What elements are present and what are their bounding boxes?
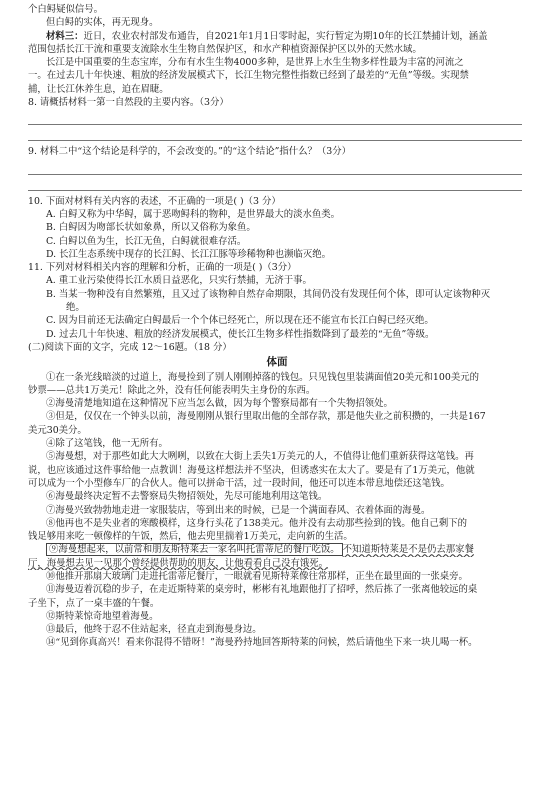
question-10-option-c: C. 白鲟以鱼为生，长江无鱼，白鲟就很难存活。 [46,235,247,247]
material3-label: 材料三： [46,30,84,42]
question-9: 9. 材料二中“这个结论是科学的，不会改变的。”的“这个结论”指什么？（3分） [28,146,351,158]
paragraph-9-wavy-cont: 厅，海曼想去见一见那个曾经提供帮助的朋友，让他看看自己没有饿死。 [28,557,329,569]
paragraph-5-cont: 可以成为一个小型修车厂的合伙人。他可以拼命干活，过一段时间，他还可以连本带息地偿还这笔钱。 [28,477,450,489]
paragraph-14: ⑭“见到你真高兴！看来你混得不错呀！”海曼矜持地回答斯特莱的问候，然后请他坐下来一块儿喝一杯。 [46,637,478,649]
material3-line: 捕，让长江休养生息，迫在眉睫。 [28,83,169,95]
paragraph-12: ⑫斯特莱惊奇地望着海曼。 [46,610,159,622]
paragraph-3-cont: 美元30美分。 [28,424,87,436]
answer-line[interactable] [28,125,522,141]
paragraph-13: ⑬最后，他终于忍不住站起来，径直走到海曼身边。 [46,624,262,636]
material3-line [28,30,526,43]
material3-text: 近日，农业农村部发布通告，自2021年1月1日零时起，实行暂定为期10年的长江禁捕计划，涵盖 [83,30,488,42]
paragraph-8: ⑧他再也不是失业者的寒酸模样，这身行头花了138美元。他并没有去动那些捡到的钱。他自己剩下的 [46,517,468,529]
paragraph-11-cont: 子坐下，点了一桌丰盛的午餐。 [28,597,160,609]
question-11-option-a: A. 重工业污染使得长江水质日益恶化，只实行禁捕，无济于事。 [46,275,312,287]
answer-line[interactable] [28,175,522,191]
paragraph-5: ⑤海曼想，对于那些如此大大咧咧，以致在大街上丢失1万美元的人，不值得让他们重新获得这笔钱。再 [46,451,474,463]
paragraph-2: ②海曼清楚地知道在这种情况下应当怎么做，因为每个警察局都有一个失物招领处。 [46,398,393,410]
story-title: 体面 [266,356,288,369]
paragraph-10: ⑩他推开那扇大玻璃门走进托雷蒂尼餐厅，一眼就看见斯特莱像往常那样，正坐在最里面的一张桌旁。 [46,570,468,582]
paragraph-1-cont: 钞票——总共1万美元！除此之外，没有任何能表明失主身份的东西。 [28,384,316,396]
intro-line: 个白鲟疑似信号。 [28,4,104,15]
answer-line[interactable] [28,109,522,125]
paragraph-9-boxed: ⑨海曼想起来，以前常和朋友斯特莱去一家名叫托雷蒂尼的餐厅吃饭。 [46,543,343,556]
paragraph-6: ⑥海曼最终决定暂不去警察局失物招领处，先尽可能地利用这笔钱。 [46,491,328,503]
intro-line: 但白鲟的实体，再无现身。 [46,17,159,29]
paragraph-7: ⑦海曼兴致勃勃地走进一家服装店，等到出来的时候，已是一个满面春风、衣着体面的海曼。 [46,504,431,516]
question-11-option-b-cont: 绝。 [66,302,85,314]
paragraph-5-cont: 说，也应该通过这件事给他一点教训！海曼这样想法并不坚决，但诱惑实在太大了。要是有了1万美元，他就 [28,464,475,476]
material3-line: 范围包括长江干流和重要支流除水生生物自然保护区，和水产种植资源保护区以外的天然水域。 [28,43,422,55]
question-11-option-d: D. 过去几十年快速、粗放的经济发展模式，使长江生物多样性指数降到了最差的“无鱼”等级。 [46,328,435,340]
material3-line: 一。在过去几十年快速、粗放的经济发展模式下，长江生物完整性指数已经到了最差的“无鱼”等级。实现禁 [28,70,469,82]
question-11-stem: 11. 下列对材料相关内容的理解和分析，正确的一项是( )（3分） [28,262,297,274]
question-10-option-b: B. 白鲟因为吻部长状如象鼻，所以又俗称为象鱼。 [46,222,256,234]
paragraph-3: ③但是，仅仅在一个钟头以前，海曼刚刚从银行里取出他的全部存款，那是他失业之前积攒的，一共是167 [46,411,486,423]
answer-line[interactable] [28,159,522,175]
paragraph-9-wavy: 不知道斯特莱是不是仍去那家餐 [342,544,474,556]
material3-line: 长江是中国重要的生态宝库，分布有水生生物4000多种，是世界上水生生物多样性最为丰富的河流之 [46,57,464,69]
question-8: 8. 请概括材料一第一自然段的主要内容。（3分） [28,97,229,109]
paragraph-1: ①在一条光线暗淡的过道上，海曼捡到了别人刚刚掉落的钱包。只见钱包里装满面值20美元和100美元的 [46,371,479,383]
section-heading: (二)阅读下面的文字，完成 12～16题。（18 分） [28,341,232,353]
paragraph-9-cont [28,557,526,570]
question-10-stem: 10. 下面对材料有关内容的表述，不正确的一项是( )（3 分） [28,195,281,207]
question-11-option-b: B. 当某一物种没有自然繁殖，且又过了该物种自然存命期限，其间仍没有发现任何个体，即可认定该物种灭 [46,288,491,300]
paragraph-11: ⑪海曼迈着沉稳的步子，在走近斯特莱的桌旁时，彬彬有礼地跟他打了招呼，然后拣了一张离他较远的桌 [46,584,478,596]
paragraph-9 [28,543,526,556]
question-11-option-c: C. 因为目前还无法确定白鲟最后一个个体已经死亡，所以现在还不能宣布长江白鲟已经灭绝。 [46,315,434,327]
question-10-option-a: A. 白鲟又称为中华鲟，属于恶吻鲟科的物种，是世界最大的淡水鱼类。 [46,208,340,220]
paragraph-4: ④除了这笔钱，他一无所有。 [46,438,168,450]
question-10-option-d: D. 长江生态系统中现存的长江鲟、长江江豚等珍稀物种也濒临灭绝。 [46,248,332,260]
paragraph-8-cont: 钱足够用来吃一顿像样的午饭，然后，他去兜里揣着1万美元，走向新的生活。 [28,531,353,543]
